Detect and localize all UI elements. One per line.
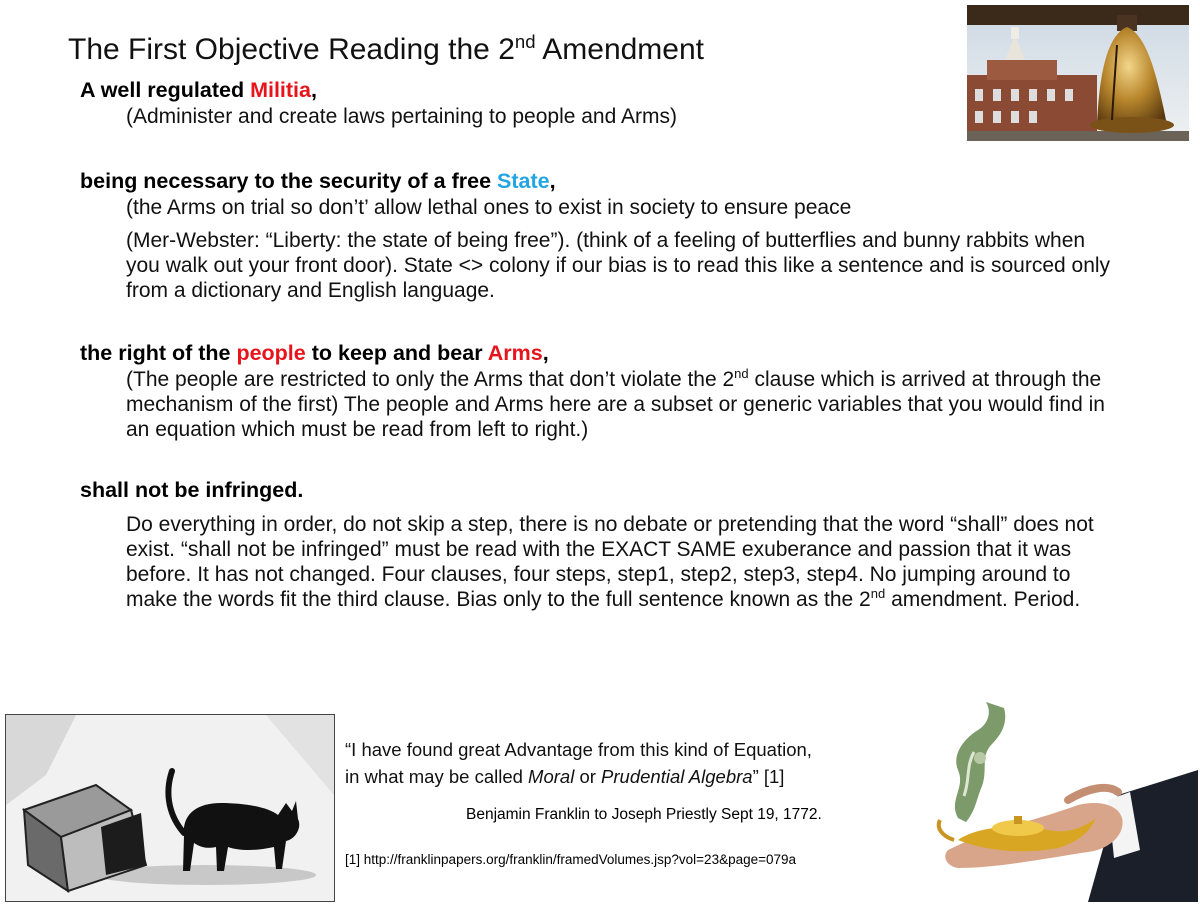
quote-emphasis-algebra: Prudential Algebra (601, 766, 753, 787)
clause-3-note-text-end: clause which is arrived at through the mechanism of the first) The people and Arms here are a subset or generic variables that you would find in an equation which must be read from left to right.) (126, 368, 1105, 441)
clause-3-note-superscript: nd (734, 366, 749, 381)
clause-3-note-text: (The people are restricted to only the Arms that don’t violate the 2 (126, 368, 735, 391)
clause-3-punct: , (542, 341, 549, 365)
clause-2-text: being necessary to the security of a free (80, 169, 498, 193)
quote-line-2-text: in what may be called (345, 766, 529, 787)
clause-3-text: the right of the (80, 341, 237, 365)
clause-1-note: (Administer and create laws pertaining to people and Arms) (126, 105, 677, 128)
clause-1-punct: , (310, 78, 317, 102)
franklin-quote (345, 736, 910, 869)
clause-2-heading (80, 167, 1120, 195)
clause-2-punct: , (549, 169, 556, 193)
clause-4-note-superscript: nd (870, 586, 886, 601)
quote-line-2 (345, 763, 910, 790)
clause-1-text: A well regulated (80, 78, 251, 102)
clause-4-heading: shall not be infringed. (80, 478, 304, 502)
quote-attribution: Benjamin Franklin to Joseph Priestly Sept 19, 1772. (466, 806, 822, 823)
title-text-end: Amendment (535, 33, 705, 66)
clause-2-highlight: State (497, 169, 550, 193)
quote-emphasis-moral: Moral (528, 766, 575, 787)
cat-and-box-drawing (5, 714, 335, 902)
title-text: The First Objective Reading the 2 (68, 33, 515, 66)
quote-line-2-mid: or (574, 766, 602, 787)
clause-2-note-2: (Mer-Webster: “Liberty: the state of being free”). (think of a feeling of butterflies and bunny rabbits when you walk out your front door). State <> colony if our bias is to read this like a sentence and is sourced only from a dictionary and English language. (126, 229, 1111, 302)
quote-line-1: “I have found great Advantage from this kind of Equation, (345, 739, 812, 760)
quote-line-2-end: ” [1] (752, 766, 785, 787)
genie-lamp-photo (918, 700, 1198, 902)
clause-1-highlight: Militia (250, 78, 311, 102)
clause-2-note-1: (the Arms on trial so don’t’ allow lethal ones to exist in society to ensure peace (126, 196, 852, 219)
slide-body (80, 76, 1120, 612)
slide-title (68, 30, 704, 70)
clause-3-highlight-people: people (236, 341, 306, 365)
clause-4-note-text-end: amendment. Period. (885, 588, 1081, 611)
clause-1-heading (80, 76, 1120, 104)
reference-link[interactable]: [1] http://franklinpapers.org/franklin/framedVolumes.jsp?vol=23&page=079a (345, 852, 797, 867)
clause-3-highlight-arms: Arms (487, 341, 543, 365)
clause-4-note (126, 512, 1120, 612)
clause-3-note (126, 367, 1120, 442)
clause-3-heading (80, 339, 1120, 367)
clause-4-note-text: Do everything in order, do not skip a step, there is no debate or pretending that the word “shall” does not exist. “shall not be infringed” must be read with the EXACT SAME exuberance and passion that it was before. It has not changed. Four clauses, four steps, step1, step2, step3, step4. No jumping around to make the words fit the third clause. Bias only to the full sentence known as the 2 (126, 513, 1094, 611)
clause-3-text-mid: to keep and bear (305, 341, 488, 365)
title-superscript: nd (514, 31, 536, 52)
